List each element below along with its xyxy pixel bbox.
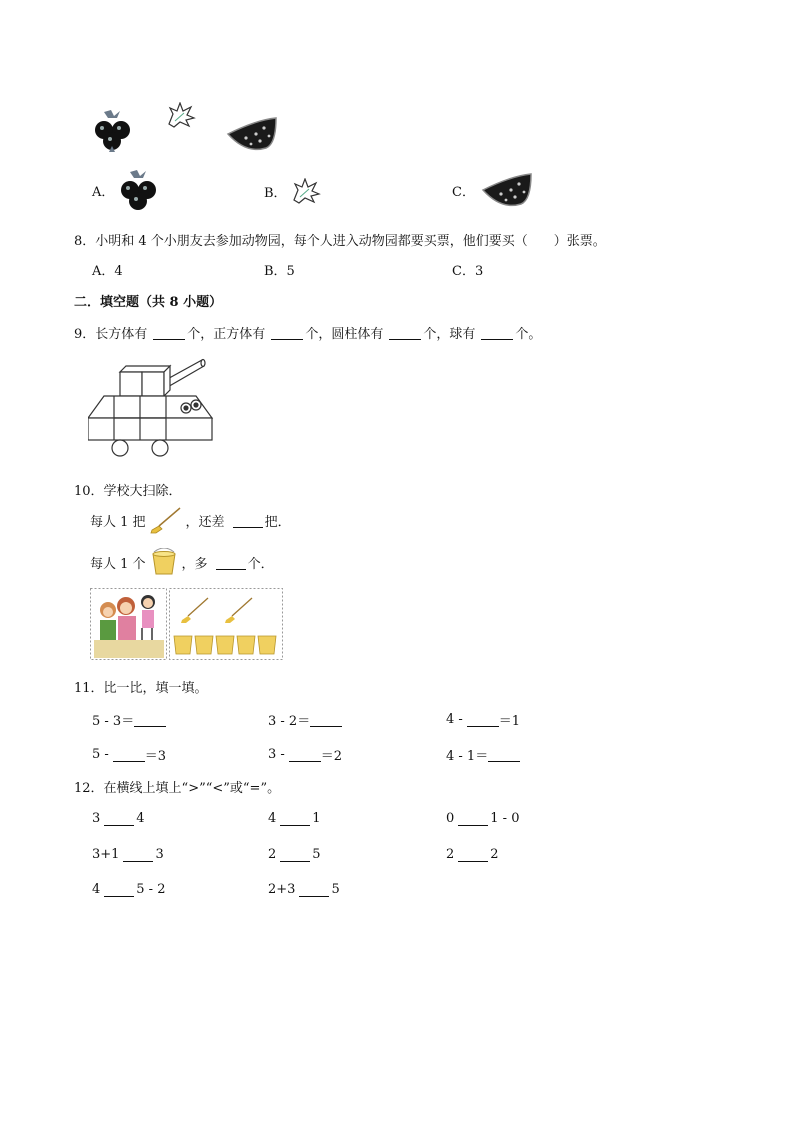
compare-text: 2 bbox=[490, 847, 499, 862]
q11-equation bbox=[268, 745, 342, 764]
compare-text: 1 - 0 bbox=[490, 811, 520, 826]
q12-compare bbox=[268, 811, 321, 826]
q7-option-b[interactable] bbox=[264, 178, 321, 204]
answer-blank[interactable] bbox=[389, 325, 421, 340]
q7-option-a[interactable] bbox=[92, 168, 158, 212]
q10-text: ，多 bbox=[181, 556, 208, 572]
grapes-icon bbox=[120, 168, 158, 212]
q9-text-3: 个，圆柱体有 bbox=[305, 327, 384, 342]
q10-text: 每人 1 个 bbox=[90, 556, 146, 572]
q11-equation bbox=[446, 710, 520, 729]
q12-compare bbox=[446, 811, 519, 826]
compare-text: 3 bbox=[92, 811, 101, 826]
equation-text: 3 - 2＝ bbox=[268, 714, 311, 729]
q10-title: 10．学校大扫除． bbox=[74, 484, 182, 499]
q8-option-c[interactable]: C．3 bbox=[452, 264, 484, 279]
grapes-icon bbox=[94, 108, 132, 152]
q12-title: 12．在横线上填上“>”“<”或“=”。 bbox=[74, 781, 281, 796]
answer-blank[interactable] bbox=[153, 325, 185, 340]
compare-text: 2+3 bbox=[268, 882, 296, 897]
equation-text: ＝2 bbox=[320, 749, 343, 764]
answer-blank[interactable] bbox=[123, 847, 153, 862]
compare-text: 0 bbox=[446, 811, 455, 826]
q11-equation bbox=[446, 745, 520, 764]
compare-text: 5 bbox=[331, 882, 340, 897]
q12-compare bbox=[92, 847, 164, 862]
answer-blank[interactable] bbox=[458, 847, 488, 862]
compare-text: 2 bbox=[446, 847, 455, 862]
q8-option-b[interactable]: B．5 bbox=[264, 264, 295, 279]
q11-title: 11．比一比，填一填。 bbox=[74, 681, 208, 696]
compare-text: 3 bbox=[155, 847, 164, 862]
q10-line-2 bbox=[90, 548, 274, 576]
answer-blank[interactable] bbox=[271, 325, 303, 340]
compare-text: 5 - 2 bbox=[136, 882, 166, 897]
answer-blank[interactable] bbox=[104, 882, 134, 897]
q12-compare bbox=[268, 847, 321, 862]
equation-text: 5 - 3＝ bbox=[92, 714, 135, 729]
q11-equation bbox=[92, 710, 166, 729]
q11-equation bbox=[92, 745, 166, 764]
equation-text: ＝3 bbox=[144, 749, 167, 764]
tank-shapes-figure bbox=[88, 352, 220, 458]
option-letter: B． bbox=[264, 185, 287, 201]
answer-blank[interactable] bbox=[280, 811, 310, 826]
q8-question: 8．小明和 4 个小朋友去参加动物园，每个人进入动物园都要买票，他们要买（ ）张票。 bbox=[74, 234, 606, 249]
bucket-icon bbox=[150, 548, 178, 576]
q7-option-c[interactable] bbox=[452, 170, 533, 210]
compare-text: 1 bbox=[312, 811, 321, 826]
answer-blank[interactable] bbox=[134, 712, 166, 727]
answer-blank[interactable] bbox=[280, 847, 310, 862]
equation-text: 5 - bbox=[92, 747, 109, 762]
answer-blank[interactable] bbox=[488, 747, 520, 762]
watermelon-slice-icon bbox=[481, 170, 533, 210]
compare-text: 5 bbox=[312, 847, 321, 862]
answer-blank[interactable] bbox=[216, 555, 246, 570]
compare-text: 4 bbox=[136, 811, 145, 826]
q10-line-1 bbox=[90, 506, 291, 534]
equation-text: 4 - 1＝ bbox=[446, 749, 489, 764]
answer-blank[interactable] bbox=[299, 882, 329, 897]
q12-compare bbox=[92, 811, 145, 826]
answer-blank[interactable] bbox=[467, 712, 499, 727]
q10-text: 个． bbox=[247, 556, 274, 572]
q12-compare bbox=[92, 882, 165, 897]
q8-option-a[interactable]: A．4 bbox=[92, 264, 123, 279]
cleaning-illustration bbox=[90, 588, 284, 660]
equation-text: ＝1 bbox=[498, 714, 521, 729]
answer-blank[interactable] bbox=[458, 811, 488, 826]
q10-text: 每人 1 把 bbox=[90, 514, 146, 530]
equation-text: 3 - bbox=[268, 747, 285, 762]
q9-text-5: 个。 bbox=[515, 327, 542, 342]
answer-blank[interactable] bbox=[289, 747, 321, 762]
answer-blank[interactable] bbox=[113, 747, 145, 762]
equation-text: 4 - bbox=[446, 712, 463, 727]
q12-compare bbox=[446, 847, 499, 862]
broom-icon bbox=[150, 506, 182, 534]
answer-blank[interactable] bbox=[233, 513, 263, 528]
compare-text: 4 bbox=[92, 882, 101, 897]
answer-blank[interactable] bbox=[481, 325, 513, 340]
compare-text: 2 bbox=[268, 847, 277, 862]
q9-text-2: 个，正方体有 bbox=[187, 327, 266, 342]
q9-question bbox=[74, 323, 541, 342]
option-letter: C． bbox=[452, 184, 475, 200]
option-letter: A． bbox=[92, 184, 115, 200]
q9-text-1: 长方体有 bbox=[95, 327, 148, 342]
section-title: 二．填空题（共 8 小题） bbox=[74, 295, 223, 310]
answer-blank[interactable] bbox=[104, 811, 134, 826]
answer-blank[interactable] bbox=[310, 712, 342, 727]
q9-number: 9． bbox=[74, 327, 96, 342]
watermelon-slice-icon bbox=[226, 114, 278, 154]
leaf-icon bbox=[291, 178, 321, 204]
compare-text: 4 bbox=[268, 811, 277, 826]
q12-compare bbox=[268, 882, 340, 897]
q10-text: 把． bbox=[264, 514, 291, 530]
q11-equation bbox=[268, 710, 342, 729]
q10-text: ，还差 bbox=[185, 514, 225, 530]
q9-text-4: 个，球有 bbox=[423, 327, 476, 342]
compare-text: 3+1 bbox=[92, 847, 120, 862]
leaf-icon bbox=[166, 102, 196, 128]
